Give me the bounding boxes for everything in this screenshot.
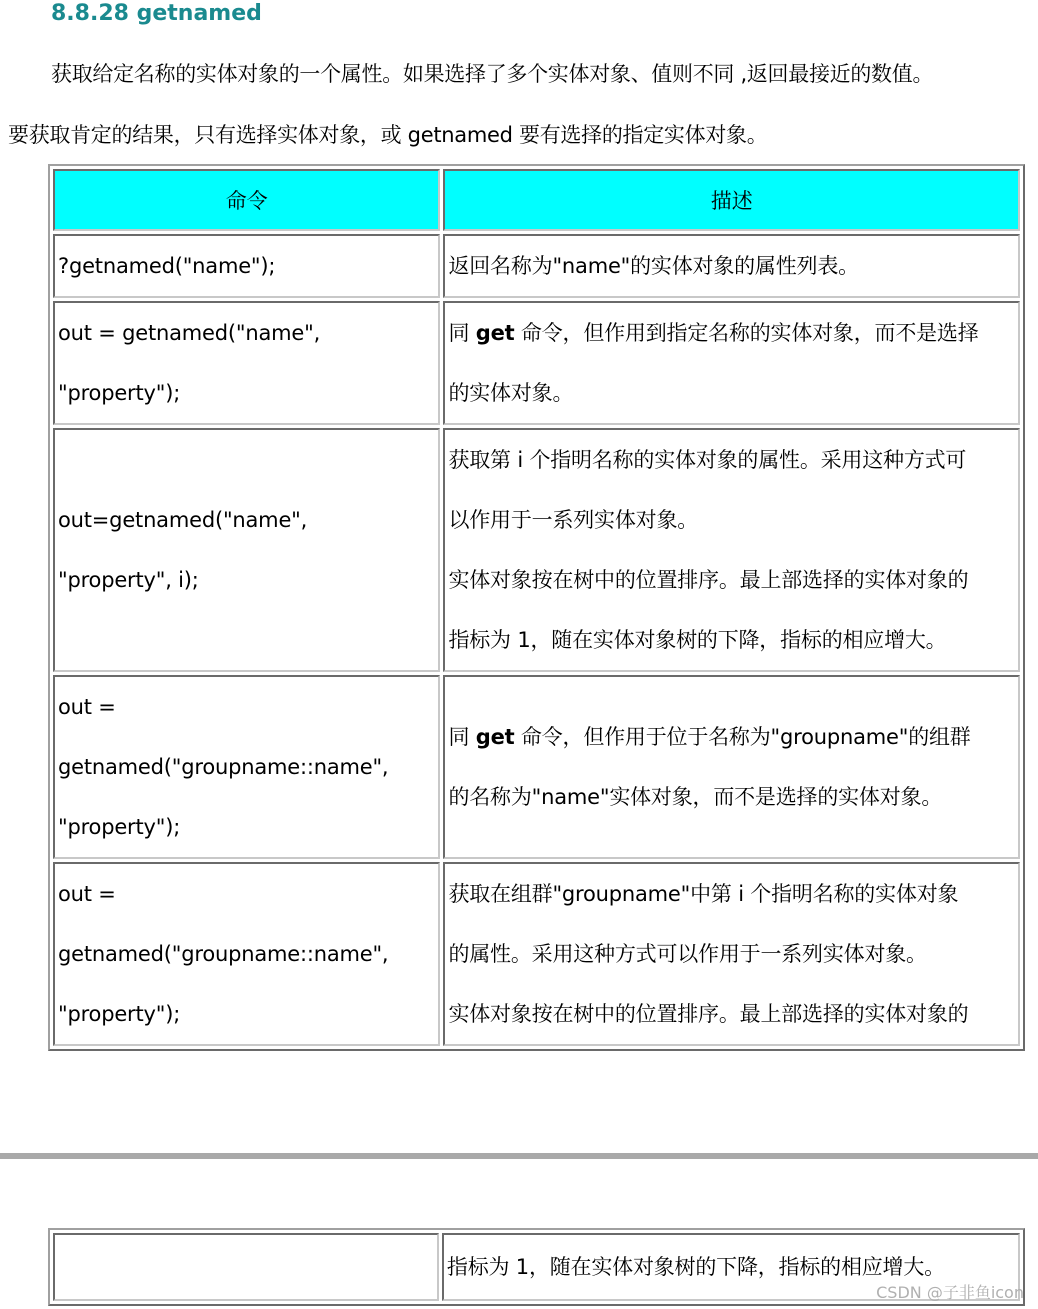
command-cell [53, 675, 440, 859]
table-row [53, 1233, 1020, 1301]
intro-paragraph: 获取给定名称的实体对象的一个属性。如果选择了多个实体对象、值则不同 ,返回最接近的数值。 [51, 62, 934, 86]
command-table [48, 164, 1025, 1051]
description-line: 获取第 i 个指明名称的实体对象的属性。采用这种方式可 [448, 448, 967, 472]
command-keyword: get [475, 321, 515, 345]
header-description: 描述 [443, 169, 1020, 231]
description-line: 实体对象按在树中的位置排序。最上部选择的实体对象的 [448, 568, 969, 592]
page-divider [0, 1153, 1038, 1159]
intro-paragraph-2: 要获取肯定的结果，只有选择实体对象，或 getnamed 要有选择的指定实体对象。 [8, 123, 768, 147]
command-line: getnamed("groupname::name", [58, 755, 389, 779]
description-cell [443, 234, 1020, 298]
header-command: 命令 [53, 169, 440, 231]
command-cell [53, 428, 440, 672]
description-line: 获取在组群"groupname"中第 i 个指明名称的实体对象 [448, 882, 959, 906]
description-line: 实体对象按在树中的位置排序。最上部选择的实体对象的 [448, 1002, 969, 1026]
table-row [53, 301, 1020, 425]
command-cell [53, 234, 440, 298]
command-line: "property", i); [58, 568, 199, 592]
table-row [53, 862, 1020, 1046]
section-title: 8.8.28 getnamed [51, 1, 262, 26]
description-cell [443, 675, 1020, 859]
command-line: "property"); [58, 815, 181, 839]
description-line: 的实体对象。 [448, 381, 574, 405]
description-line: 的属性。采用这种方式可以作用于一系列实体对象。 [448, 942, 927, 966]
description-text: 同 [448, 321, 476, 345]
description-line: 以作用于一系列实体对象。 [448, 508, 699, 532]
description-line [448, 303, 1015, 363]
description-line: 的名称为"name"实体对象，而不是选择的实体对象。 [448, 785, 943, 809]
watermark: CSDN @子非鱼icon [876, 1283, 1024, 1302]
description-cell [443, 862, 1020, 1046]
command-line: out = getnamed("name", [58, 321, 321, 345]
description-line: 返回名称为"name"的实体对象的属性列表。 [448, 254, 859, 278]
command-line: "property"); [58, 381, 181, 405]
table-row [53, 675, 1020, 859]
table-header-row [53, 169, 1020, 231]
command-line: out = [58, 695, 116, 719]
command-line: "property"); [58, 1002, 181, 1026]
command-cell [53, 301, 440, 425]
command-line: out=getnamed("name", [58, 508, 308, 532]
command-keyword: get [475, 725, 515, 749]
command-cell [53, 862, 440, 1046]
description-text: 命令，但作用到指定名称的实体对象，而不是选择 [514, 321, 979, 345]
table-row [53, 428, 1020, 672]
table-row [53, 234, 1020, 298]
description-line [448, 707, 1015, 767]
command-line: out = [58, 882, 116, 906]
description-cell [443, 428, 1020, 672]
description-line: 指标为 1，随在实体对象树的下降，指标的相应增大。 [448, 628, 947, 652]
description-cell [443, 301, 1020, 425]
description-text: 命令，但作用于位于名称为"groupname"的组群 [514, 725, 971, 749]
command-line: getnamed("groupname::name", [58, 942, 389, 966]
command-line: ?getnamed("name"); [58, 254, 276, 278]
command-cell [53, 1233, 439, 1301]
description-text: 同 [448, 725, 476, 749]
description-cell: 指标为 1，随在实体对象树的下降，指标的相应增大。 [442, 1233, 1020, 1301]
